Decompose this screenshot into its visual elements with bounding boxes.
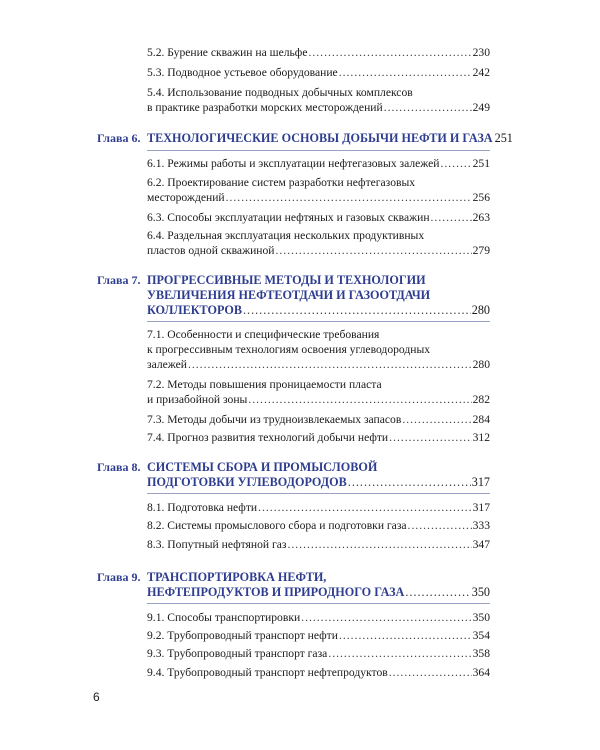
toc-entry-5-4[interactable] — [147, 85, 490, 115]
entry-page: 280 — [472, 358, 490, 371]
entry-title: 9.3. Трубопроводный транспорт газа — [147, 647, 328, 660]
entry-page: 284 — [472, 413, 490, 426]
entry-title: в практике разработки морских месторождений — [147, 101, 383, 114]
leader-dots — [287, 537, 471, 552]
leader-dots — [408, 518, 472, 533]
leader-dots — [243, 303, 471, 318]
chapter-7-title[interactable] — [147, 273, 490, 318]
entry-title: и призабойной зоны — [147, 393, 248, 406]
leader-dots — [301, 610, 471, 625]
chapter-title-line: ПОДГОТОВКИ УГЛЕВОДОРОДОВ — [147, 475, 347, 489]
entry-title: 8.3. Попутный нефтяной газ — [147, 538, 287, 551]
toc-entry-9-4[interactable] — [147, 665, 490, 680]
entry-title: 8.1. Подготовка нефти — [147, 501, 258, 514]
leader-dots — [308, 45, 471, 60]
toc-entry-6-2[interactable] — [147, 175, 490, 205]
entry-page: 350 — [472, 611, 490, 624]
toc-entry-8-2[interactable] — [147, 518, 490, 533]
entry-page: 282 — [472, 393, 490, 406]
entry-title: 7.4. Прогноз развития технологий добычи нефти — [147, 431, 389, 444]
entry-title: 9.2. Трубопроводный транспорт нефти — [147, 629, 338, 642]
entry-title: 9.4. Трубопроводный транспорт нефтепродуктов — [147, 666, 388, 679]
leader-dots — [226, 190, 472, 205]
chapter-page: 350 — [471, 585, 490, 599]
chapter-6-title[interactable] — [147, 131, 513, 146]
toc-entry-7-2[interactable] — [147, 377, 490, 407]
entry-page: 347 — [472, 538, 490, 551]
entry-title: 8.2. Системы промыслового сбора и подготовки газа — [147, 519, 407, 532]
chapter-title-line: НЕФТЕПРОДУКТОВ И ПРИРОДНОГО ГАЗА — [147, 585, 405, 599]
chapter-page: 251 — [494, 131, 513, 145]
chapter-page: 317 — [471, 475, 490, 489]
chapter-9-title[interactable] — [147, 570, 490, 600]
toc-entry-8-3[interactable] — [147, 537, 490, 552]
toc-entry-9-1[interactable] — [147, 610, 490, 625]
leader-dots — [339, 628, 472, 643]
toc-entry-6-3[interactable] — [147, 210, 490, 225]
leader-dots — [276, 243, 472, 258]
entry-title: 6.2. Проектирование систем разработки нефтегазовых — [147, 176, 416, 189]
entry-title: месторождений — [147, 191, 225, 204]
entry-page: 256 — [472, 191, 490, 204]
entry-title: к прогрессивным технологиям освоения углеводородных — [147, 343, 431, 356]
toc-entry-5-2[interactable] — [147, 45, 490, 60]
leader-dots — [188, 357, 472, 372]
entry-page: 317 — [472, 501, 490, 514]
chapter-title-line: СИСТЕМЫ СБОРА И ПРОМЫСЛОВОЙ — [147, 460, 378, 474]
chapter-divider — [147, 603, 490, 604]
entry-title: 9.1. Способы транспортировки — [147, 611, 301, 624]
chapter-8-label: Глава 8. — [97, 460, 141, 474]
chapter-divider — [147, 493, 490, 494]
chapter-8-title[interactable] — [147, 460, 490, 490]
toc-entry-9-2[interactable] — [147, 628, 490, 643]
leader-dots — [402, 412, 471, 427]
entry-page: 251 — [472, 157, 490, 170]
chapter-title-line: ТЕХНОЛОГИЧЕСКИЕ ОСНОВЫ ДОБЫЧИ НЕФТИ И ГАЗА — [147, 131, 493, 145]
entry-page: 354 — [472, 629, 490, 642]
entry-page: 242 — [472, 66, 490, 79]
chapter-7-label: Глава 7. — [97, 273, 141, 287]
chapter-title-line: ПРОГРЕССИВНЫЕ МЕТОДЫ И ТЕХНОЛОГИИ — [147, 273, 426, 287]
leader-dots — [258, 500, 472, 515]
entry-page: 249 — [472, 101, 490, 114]
entry-page: 312 — [472, 431, 490, 444]
leader-dots — [440, 156, 471, 171]
entry-page: 333 — [472, 519, 490, 532]
chapter-divider — [147, 150, 490, 151]
leader-dots — [248, 392, 471, 407]
leader-dots — [384, 100, 472, 115]
entry-page: 358 — [472, 647, 490, 660]
entry-title: 7.2. Методы повышения проницаемости пласта — [147, 378, 382, 391]
leader-dots — [339, 65, 472, 80]
leader-dots — [405, 585, 470, 600]
entry-title: 7.1. Особенности и специфические требования — [147, 328, 380, 341]
entry-title: 7.3. Методы добычи из трудноизвлекаемых запасов — [147, 413, 402, 426]
leader-dots — [348, 475, 471, 490]
entry-title: 5.3. Подводное устьевое оборудование — [147, 66, 338, 79]
chapter-title-line: КОЛЛЕКТОРОВ — [147, 303, 242, 317]
toc-entry-7-4[interactable] — [147, 430, 490, 445]
page-number: 6 — [93, 690, 100, 704]
entry-page: 279 — [472, 244, 490, 257]
chapter-9-label: Глава 9. — [97, 570, 141, 584]
entry-title: 5.4. Использование подводных добычных комплексов — [147, 86, 413, 99]
entry-page: 263 — [472, 211, 490, 224]
chapter-page: 280 — [471, 303, 490, 317]
toc-entry-6-1[interactable] — [147, 156, 490, 171]
entry-title: пластов одной скважиной — [147, 244, 275, 257]
entry-title: 6.1. Режимы работы и эксплуатации нефтегазовых залежей — [147, 157, 440, 170]
chapter-title-line: УВЕЛИЧЕНИЯ НЕФТЕОТДАЧИ И ГАЗООТДАЧИ — [147, 288, 431, 302]
toc-entry-6-4[interactable] — [147, 228, 490, 258]
toc-entry-8-1[interactable] — [147, 500, 490, 515]
toc-entry-5-3[interactable] — [147, 65, 490, 80]
toc-entry-7-1[interactable] — [147, 327, 490, 372]
toc-entry-9-3[interactable] — [147, 646, 490, 661]
leader-dots — [389, 665, 472, 680]
leader-dots — [328, 646, 471, 661]
toc-entry-7-3[interactable] — [147, 412, 490, 427]
chapter-divider — [147, 321, 490, 322]
entry-page: 230 — [472, 46, 490, 59]
entry-title: залежей — [147, 358, 187, 371]
leader-dots — [431, 210, 472, 225]
leader-dots — [389, 430, 471, 445]
chapter-6-label: Глава 6. — [97, 131, 141, 145]
entry-title: 5.2. Бурение скважин на шельфе — [147, 46, 308, 59]
entry-title: 6.4. Раздельная эксплуатация нескольких продуктивных — [147, 229, 425, 242]
entry-page: 364 — [472, 666, 490, 679]
chapter-title-line: ТРАНСПОРТИРОВКА НЕФТИ, — [147, 570, 327, 584]
entry-title: 6.3. Способы эксплуатации нефтяных и газовых скважин — [147, 211, 430, 224]
